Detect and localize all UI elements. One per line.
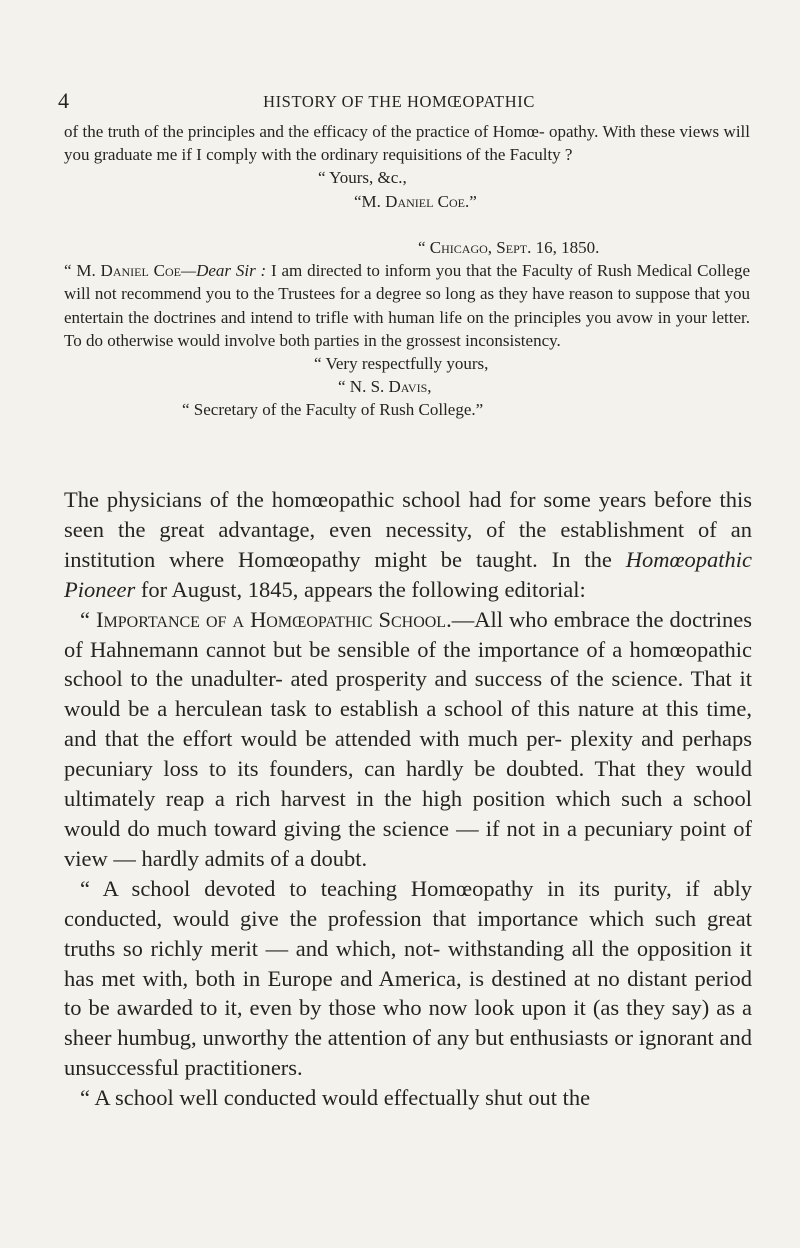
letter2-dateline: “ Chicago, Sept. 16, 1850. (418, 238, 600, 257)
letter2-text: I am directed to inform you that the Faculty of Rush Medical College will not recommend you to the Trustees for a degree so long as they have reason to suppose that you entertain the doctrines and intend to trifle with human life on the principles you avow in your letter. To do otherwise would involve both parties in the grossest inconsistency. (64, 261, 750, 350)
journal-title: Homœopathic Pioneer (64, 546, 752, 602)
page-number: 4 (58, 88, 69, 113)
letter2-salutation-name: “ M. Daniel Coe (64, 261, 181, 281)
paragraph-3: “ A school devoted to teaching Homœopathy in its purity, if ably conducted, would give the profession that importance which such great truths so richly merit — and which, not- withstanding all the opposition it has met with, both in Europe and America, is destined at no distant period to be awarded to it, even by those who now look upon it (as they say) as a sheer humbug, unworthy the attention of any but enthusiasts or ignorant and unsuccessful practitioners. (64, 875, 752, 1081)
letter-from-coe (64, 120, 750, 213)
letter2-salutation: —Dear Sir : (180, 261, 267, 281)
letter2-signer-title: “ Secretary of the Faculty of Rush College.” (182, 400, 484, 420)
paragraph-1-text-a: The physicians of the homœopathic school had for some years before this seen the great advantage, even necessity, of the establishment of an institution where Homœopathy might be taught. In the (64, 487, 752, 572)
paragraph-2-text: —All who embrace the doctrines of Hahnemann cannot but be sensible of the importance of a homœopathic school to the unadulter- ated prosperity and success of the science. That it would be a herculean task to establish a school of this nature at this time, and that the effort would be attended with much per- plexity and perhaps pecuniary loss to its founders, can hardly be doubted. That they would ultimately reap a rich harvest in the high position which such a school would do much toward giving the science — if not in a pecuniary point of view — hardly admits of a doubt. (64, 606, 752, 871)
page-header (58, 88, 740, 112)
paragraph-2 (64, 605, 752, 874)
running-head: HISTORY OF THE HOMŒOPATHIC (263, 92, 535, 111)
letter1-text: of the truth of the principles and the efficacy of the practice of Homœ- opathy. With these views will you graduate me if I comply with the ordinary requisitions of the Faculty ? (64, 122, 750, 165)
letter-from-davis (64, 236, 750, 422)
editorial-heading: “ Importance of a Homœopathic School. (80, 606, 452, 632)
letter2-signature: “ N. S. Davis, (338, 377, 432, 397)
letter1-closing: “ Yours, &c., (318, 168, 407, 188)
paragraph-4: “ A school well conducted would effectually shut out the (80, 1085, 591, 1111)
main-text (64, 485, 752, 1113)
letter2-body (64, 259, 750, 352)
paragraph-1-text-b: for August, 1845, appears the following editorial: (135, 576, 586, 602)
letter2-closing: “ Very respectfully yours, (314, 354, 489, 374)
letter1-signature: “M. Daniel Coe.” (354, 191, 477, 211)
paragraph-1 (64, 485, 752, 605)
